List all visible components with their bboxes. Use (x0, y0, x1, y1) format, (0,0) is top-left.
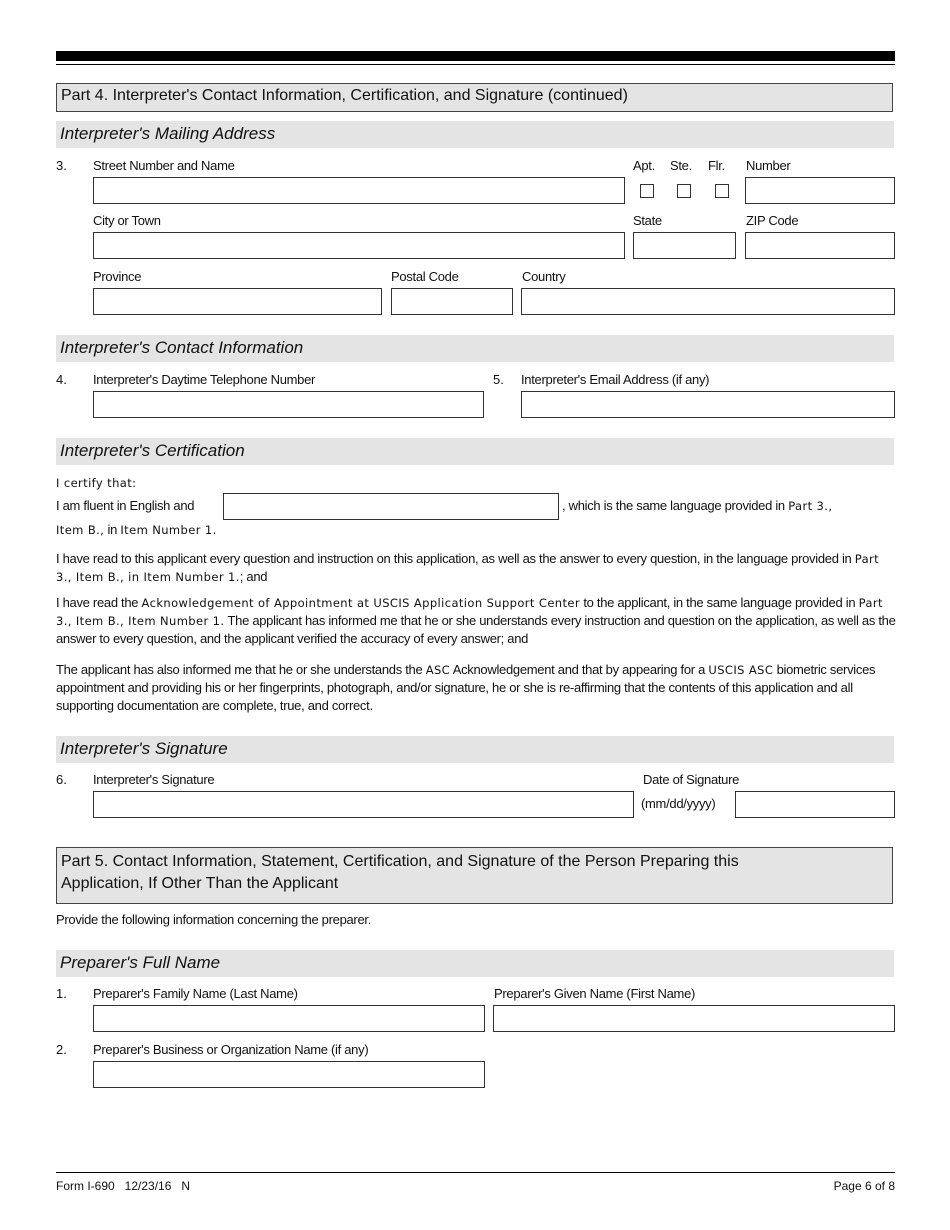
fluent-ref-item: Item B., (56, 523, 105, 537)
org-name-input[interactable] (93, 1061, 485, 1088)
mailing-address-heading: Interpreter's Mailing Address (56, 121, 894, 148)
item-number-4: 4. (56, 372, 67, 387)
family-name-input[interactable] (93, 1005, 485, 1032)
part4-header (56, 83, 893, 112)
form-identifier: Form I-690 12/23/16 N (56, 1179, 191, 1193)
fluent-ref-part: Part 3., (788, 499, 833, 513)
flr-label: Flr. (708, 158, 725, 173)
org-name-label: Preparer's Business or Organization Name (if any) (93, 1042, 369, 1057)
cert-p2-mid: to the applicant, in the same language provided in (580, 595, 859, 610)
phone-label: Interpreter's Daytime Telephone Number (93, 372, 316, 387)
family-name-label: Preparer's Family Name (Last Name) (93, 986, 298, 1001)
zip-label: ZIP Code (746, 213, 799, 228)
fluent-suffix-line (562, 498, 832, 513)
unit-number-input[interactable] (745, 177, 895, 204)
cert-p3-mid: Acknowledgement and that by appearing for a (450, 662, 709, 677)
cert-p2-ref2: Part 3., Item B., Item Number 1. (56, 596, 883, 628)
email-label: Interpreter's Email Address (if any) (521, 372, 710, 387)
street-label: Street Number and Name (93, 158, 235, 173)
item-number-5: 5. (493, 372, 504, 387)
country-input[interactable] (521, 288, 895, 315)
preparer-name-heading: Preparer's Full Name (56, 950, 894, 977)
part5-intro: Provide the following information concerning the preparer. (56, 912, 372, 927)
postal-code-label: Postal Code (391, 269, 459, 284)
part5-header (56, 847, 893, 904)
fluent-in: in (104, 522, 121, 537)
country-label: Country (522, 269, 566, 284)
number-label: Number (746, 158, 791, 173)
email-input[interactable] (521, 391, 895, 418)
cert-p2-text: I have read the (56, 595, 142, 610)
cert-p3-ref1: ASC (425, 663, 451, 677)
phone-input[interactable] (93, 391, 484, 418)
part4-title-suffix: (continued) (543, 87, 628, 104)
street-input[interactable] (93, 177, 625, 204)
certify-text: I certify that: (56, 476, 137, 490)
header-rule-thick (56, 51, 895, 61)
city-label: City or Town (93, 213, 161, 228)
cert-p2-end: The applicant has informed me that he or she understands every instruction and question on the application, as well as the answer to every question, and the applicant verified the accuracy of every answer; and (56, 613, 896, 646)
fluent-suffix: , which is the same language provided in (562, 498, 785, 513)
flr-checkbox[interactable] (715, 184, 729, 198)
state-label: State (633, 213, 662, 228)
cert-p1-ref: Part 3., Item B., in Item Number 1. (56, 552, 880, 584)
province-input[interactable] (93, 288, 382, 315)
part5-title-line1: Part 5. Contact Information, Statement, Certification, and Signature of the Person Preparing this (61, 853, 739, 870)
cert-p1-text: I have read to this applicant every question and instruction on this application, as well as the answer to every question, in the language provided in (56, 551, 855, 566)
date-input[interactable] (735, 791, 895, 818)
language-input[interactable] (223, 493, 559, 520)
item-number-3: 3. (56, 158, 67, 173)
signature-input[interactable] (93, 791, 634, 818)
item-number-2: 2. (56, 1042, 67, 1057)
cert-p3-text: The applicant has also informed me that he or she understands the (56, 662, 426, 677)
zip-input[interactable] (745, 232, 895, 259)
footer-rule (56, 1172, 895, 1173)
cert-paragraph-2 (56, 594, 896, 648)
certification-heading: Interpreter's Certification (56, 438, 894, 465)
page-number: Page 6 of 8 (833, 1179, 895, 1193)
fluent-ref-line (56, 522, 217, 537)
city-input[interactable] (93, 232, 625, 259)
given-name-label: Preparer's Given Name (First Name) (494, 986, 696, 1001)
cert-p3-end: biometric services appointment and providing his or her fingerprints, photograph, and/or signature, he or she is re-affirming that the contents of this application and all supporting documentation are complete, true, and correct. (56, 662, 876, 713)
given-name-input[interactable] (493, 1005, 895, 1032)
ste-checkbox[interactable] (677, 184, 691, 198)
signature-heading: Interpreter's Signature (56, 736, 894, 763)
date-label: Date of Signature (643, 772, 740, 787)
signature-label: Interpreter's Signature (93, 772, 215, 787)
cert-p1-end: ; and (239, 569, 268, 584)
fluent-ref-number: Item Number 1. (120, 523, 217, 537)
apt-checkbox[interactable] (640, 184, 654, 198)
contact-info-heading: Interpreter's Contact Information (56, 335, 894, 362)
postal-code-input[interactable] (391, 288, 513, 315)
date-format: (mm/dd/yyyy) (641, 796, 716, 811)
item-number-6: 6. (56, 772, 67, 787)
header-rule-thin (56, 64, 895, 65)
part4-title: Part 4. Interpreter's Contact Information, Certification, and Signature (61, 87, 544, 104)
cert-p3-ref2: USCIS ASC (708, 663, 774, 677)
apt-label: Apt. (633, 158, 655, 173)
ste-label: Ste. (670, 158, 692, 173)
cert-paragraph-3 (56, 661, 896, 715)
part5-title-line2: Application, If Other Than the Applicant (61, 875, 339, 892)
item-number-1: 1. (56, 986, 67, 1001)
cert-paragraph-1 (56, 550, 896, 586)
state-select[interactable] (633, 232, 736, 259)
province-label: Province (93, 269, 142, 284)
cert-p2-ref1: Acknowledgement of Appointment at USCIS Application Support Center (141, 596, 581, 610)
fluent-prefix: I am fluent in English and (56, 498, 195, 513)
